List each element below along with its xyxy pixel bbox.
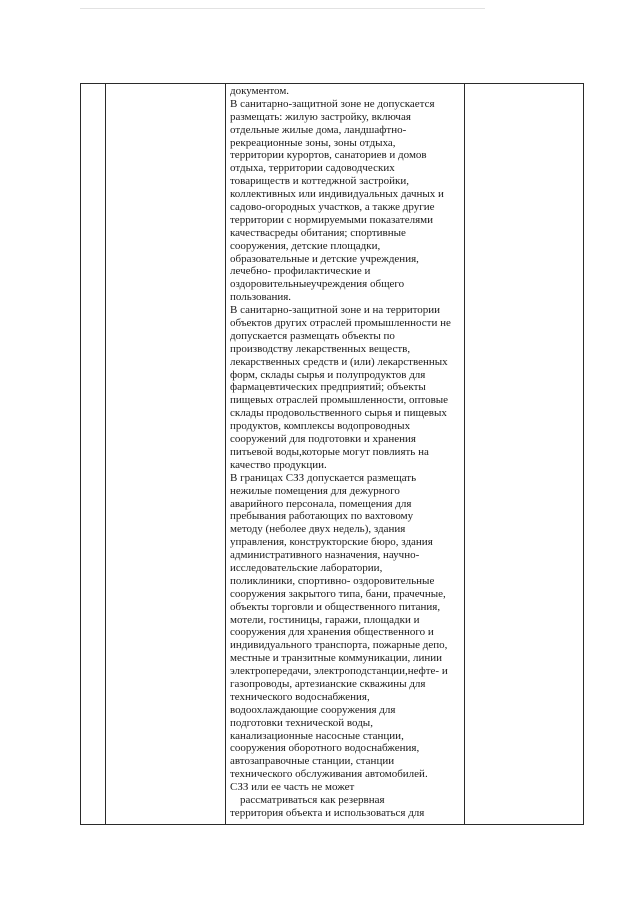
- text-line: поликлиники, спортивно- оздоровительные: [230, 574, 435, 587]
- text-line: индивидуального транспорта, пожарные депо,: [230, 639, 448, 652]
- text-line: продуктов, комплексы водопроводных: [230, 420, 411, 433]
- text-line: административного назначения, научно-: [230, 549, 420, 562]
- text-line: лекарственных средств и (или) лекарственных: [230, 355, 448, 368]
- text-line: склады продовольственного сырья и пищевых: [230, 407, 447, 420]
- text-line: рекреационные зоны, зоны отдыха,: [230, 136, 396, 149]
- text-line: газопроводы, артезианские скважины для: [230, 677, 426, 690]
- text-line: садово-огородных участков, а также другие: [230, 201, 435, 214]
- text-line: документом.: [230, 85, 290, 97]
- text-line: В санитарно-защитной зоне не допускается: [230, 97, 435, 110]
- column-divider-3: [464, 83, 465, 825]
- requirements-text-cell: [230, 85, 462, 820]
- text-line: В санитарно-защитной зоне и на территории: [230, 304, 441, 317]
- text-line: оздоровительныеучреждения общего: [230, 278, 405, 291]
- text-line: форм, склады сырья и полупродуктов для: [230, 368, 426, 381]
- text-line: нежилые помещения для дежурного: [230, 484, 400, 497]
- text-line: пользования.: [230, 291, 292, 304]
- text-line: технического водоснабжения,: [230, 690, 370, 703]
- text-line: фармацевтических предприятий; объекты: [230, 381, 426, 394]
- text-line: сооружения, детские площадки,: [230, 239, 381, 252]
- text-line: пребывания работающих по вахтовому: [230, 510, 414, 523]
- text-line: качество продукции.: [230, 458, 327, 471]
- text-line: сооружения для хранения общественного и: [230, 626, 434, 639]
- text-line: В границах СЗЗ допускается размещать: [230, 471, 417, 484]
- text-line: сооружения оборотного водоснабжения,: [230, 742, 420, 755]
- text-line: качествасреды обитания; спортивные: [230, 226, 406, 239]
- text-line: территории курортов, санаториев и домов: [230, 149, 427, 162]
- text-line: местные и транзитные коммуникации, линии: [230, 652, 443, 665]
- text-line: канализационные насосные станции,: [230, 729, 404, 742]
- text-line: методу (неболее двух недель), здания: [230, 523, 406, 536]
- table-left-border: [80, 83, 81, 825]
- text-line: сооружения закрытого типа, бани, прачечные,: [230, 587, 446, 600]
- text-line: питьевой воды,которые могут повлиять на: [230, 445, 429, 458]
- text-line: отдыха, территории садоводческих: [230, 162, 395, 175]
- text-line: территории с нормируемыми показателями: [230, 213, 433, 226]
- text-line: лечебно- профилактические и: [230, 265, 371, 278]
- text-line: товариществ и коттеджной застройки,: [230, 175, 410, 188]
- table-bottom-border: [80, 824, 584, 825]
- text-line: электропередачи, электроподстанции,нефте- и: [230, 665, 448, 678]
- text-line: образовательные и детские учреждения,: [230, 252, 419, 265]
- text-line: объектов других отраслей промышленности не: [230, 317, 451, 330]
- text-line: исследовательские лаборатории,: [230, 561, 383, 574]
- text-line: технического обслуживания автомобилей.: [230, 768, 428, 781]
- text-line: СЗЗ или ее часть не может: [230, 781, 355, 794]
- text-line: управления, конструкторские бюро, здания: [230, 536, 433, 549]
- text-line: размещать: жилую застройку, включая: [230, 110, 411, 123]
- text-line: объекты торговли и общественного питания,: [230, 600, 441, 613]
- text-line: сооружений для подготовки и хранения: [230, 433, 416, 446]
- text-line: допускается размещать объекты по: [230, 329, 395, 342]
- text-line: территория объекта и использоваться для: [230, 806, 425, 819]
- table-top-border: [80, 83, 584, 84]
- text-line: мотели, гостиницы, гаражи, площадки и: [230, 613, 420, 626]
- text-line: пищевых отраслей промышленности, оптовые: [230, 394, 449, 407]
- table-right-border: [583, 83, 584, 825]
- text-line: производству лекарственных веществ,: [230, 342, 411, 355]
- text-line: рассматриваться как резервная: [240, 793, 385, 806]
- text-line: водоохлаждающие сооружения для: [230, 703, 396, 716]
- text-line: аварийного персонала, помещения для: [230, 497, 412, 510]
- column-divider-2: [225, 83, 226, 825]
- text-line: автозаправочные станции, станции: [230, 755, 395, 768]
- text-line: подготовки технической воды,: [230, 716, 373, 729]
- scan-top-rule: [80, 8, 485, 9]
- column-divider-1: [105, 83, 106, 825]
- text-line: отдельные жилые дома, ландшафтно-: [230, 123, 407, 136]
- text-line: коллективных или индивидуальных дачных и: [230, 188, 444, 201]
